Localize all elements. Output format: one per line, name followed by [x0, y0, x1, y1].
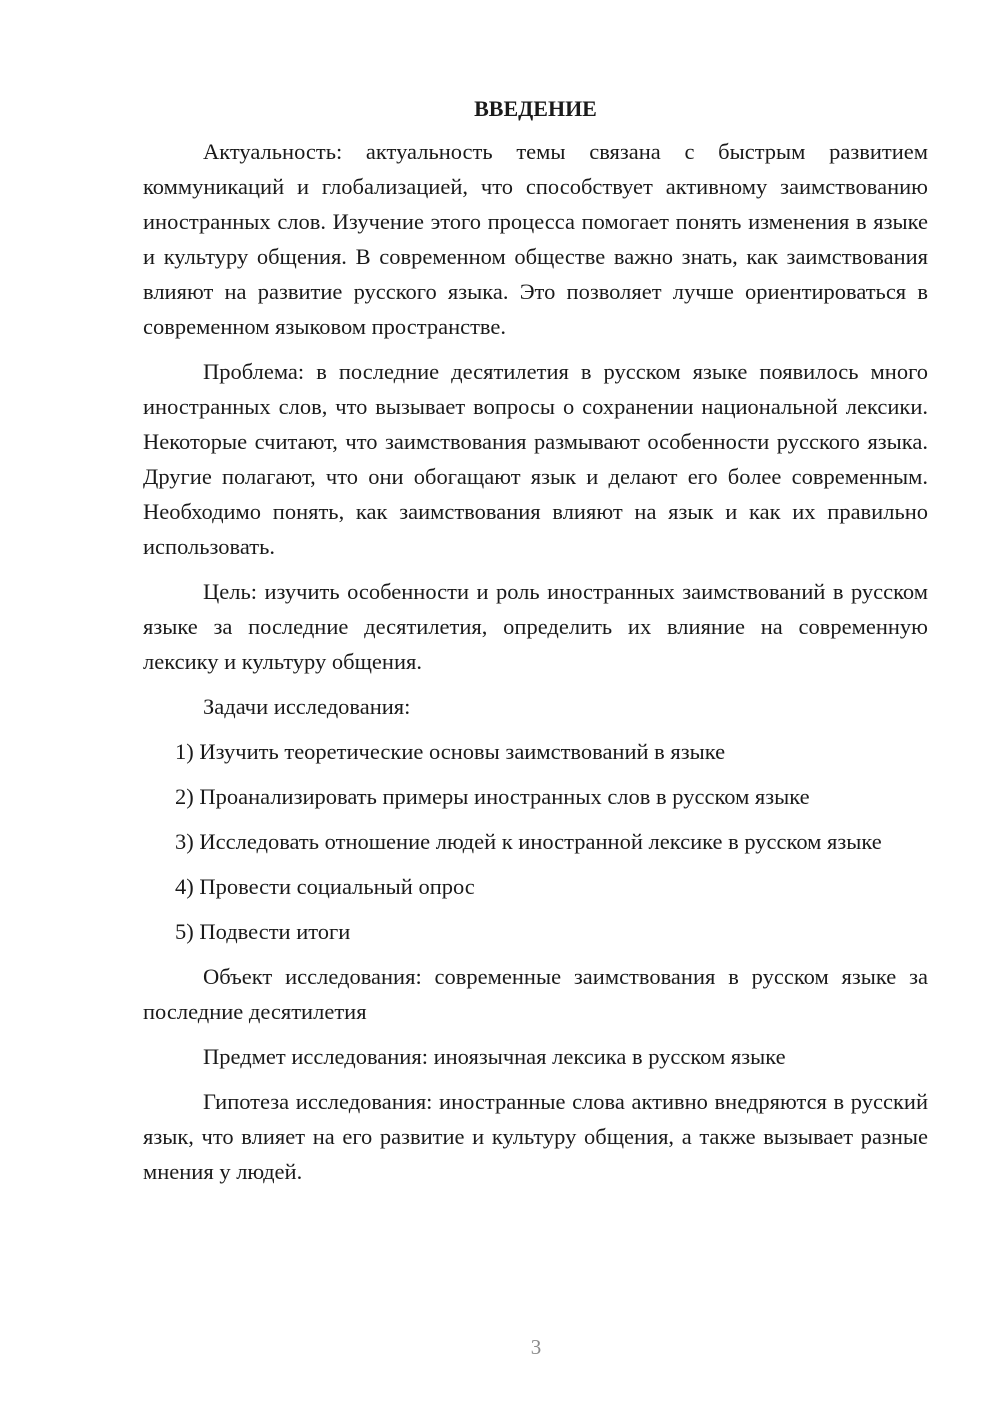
paragraph-goal: Цель: изучить особенности и роль иностранных заимствований в русском языке за последние десятилетия, определить их влияние на современную лексику и культуру общения.: [143, 579, 928, 674]
task-item-5: 5) Подвести итоги: [175, 919, 351, 944]
task-item-4: 4) Провести социальный опрос: [175, 874, 475, 899]
tasks-heading: Задачи исследования:: [203, 694, 411, 719]
paragraph-subject: Предмет исследования: иноязычная лексика в русском языке: [203, 1044, 786, 1069]
task-item-3: 3) Исследовать отношение людей к иностранной лексике в русском языке: [175, 829, 882, 854]
paragraph-relevance: Актуальность: актуальность темы связана с быстрым развитием коммуникаций и глобализацией, что способствует активному заимствованию иностранных слов. Изучение этого процесса помогает понять изменения в языке и культуру общения. В современном обществе важно знать, как заимствования влияют на развитие русского языка. Это позволяет лучше ориентироваться в современном языковом пространстве.: [143, 139, 928, 339]
paragraph-hypothesis: Гипотеза исследования: иностранные слова активно внедряются в русский язык, что влияет на его развитие и культуру общения, а также вызывает разные мнения у людей.: [143, 1089, 928, 1184]
page-content: [143, 91, 928, 1189]
paragraph-object: Объект исследования: современные заимствования в русском языке за последние десятилетия: [143, 964, 928, 1024]
task-item-2: 2) Проанализировать примеры иностранных слов в русском языке: [175, 784, 810, 809]
page-title: ВВЕДЕНИЕ: [474, 96, 597, 121]
page-number: 3: [530, 1335, 542, 1359]
paragraph-problem: Проблема: в последние десятилетия в русском языке появилось много иностранных слов, что вызывает вопросы о сохранении национальной лексики. Некоторые считают, что заимствования размывают особенности русского языка. Другие полагают, что они обогащают язык и делают его более современным. Необходимо понять, как заимствования влияют на язык и как их правильно использовать.: [143, 359, 928, 559]
task-item-1: 1) Изучить теоретические основы заимствований в языке: [175, 739, 726, 764]
